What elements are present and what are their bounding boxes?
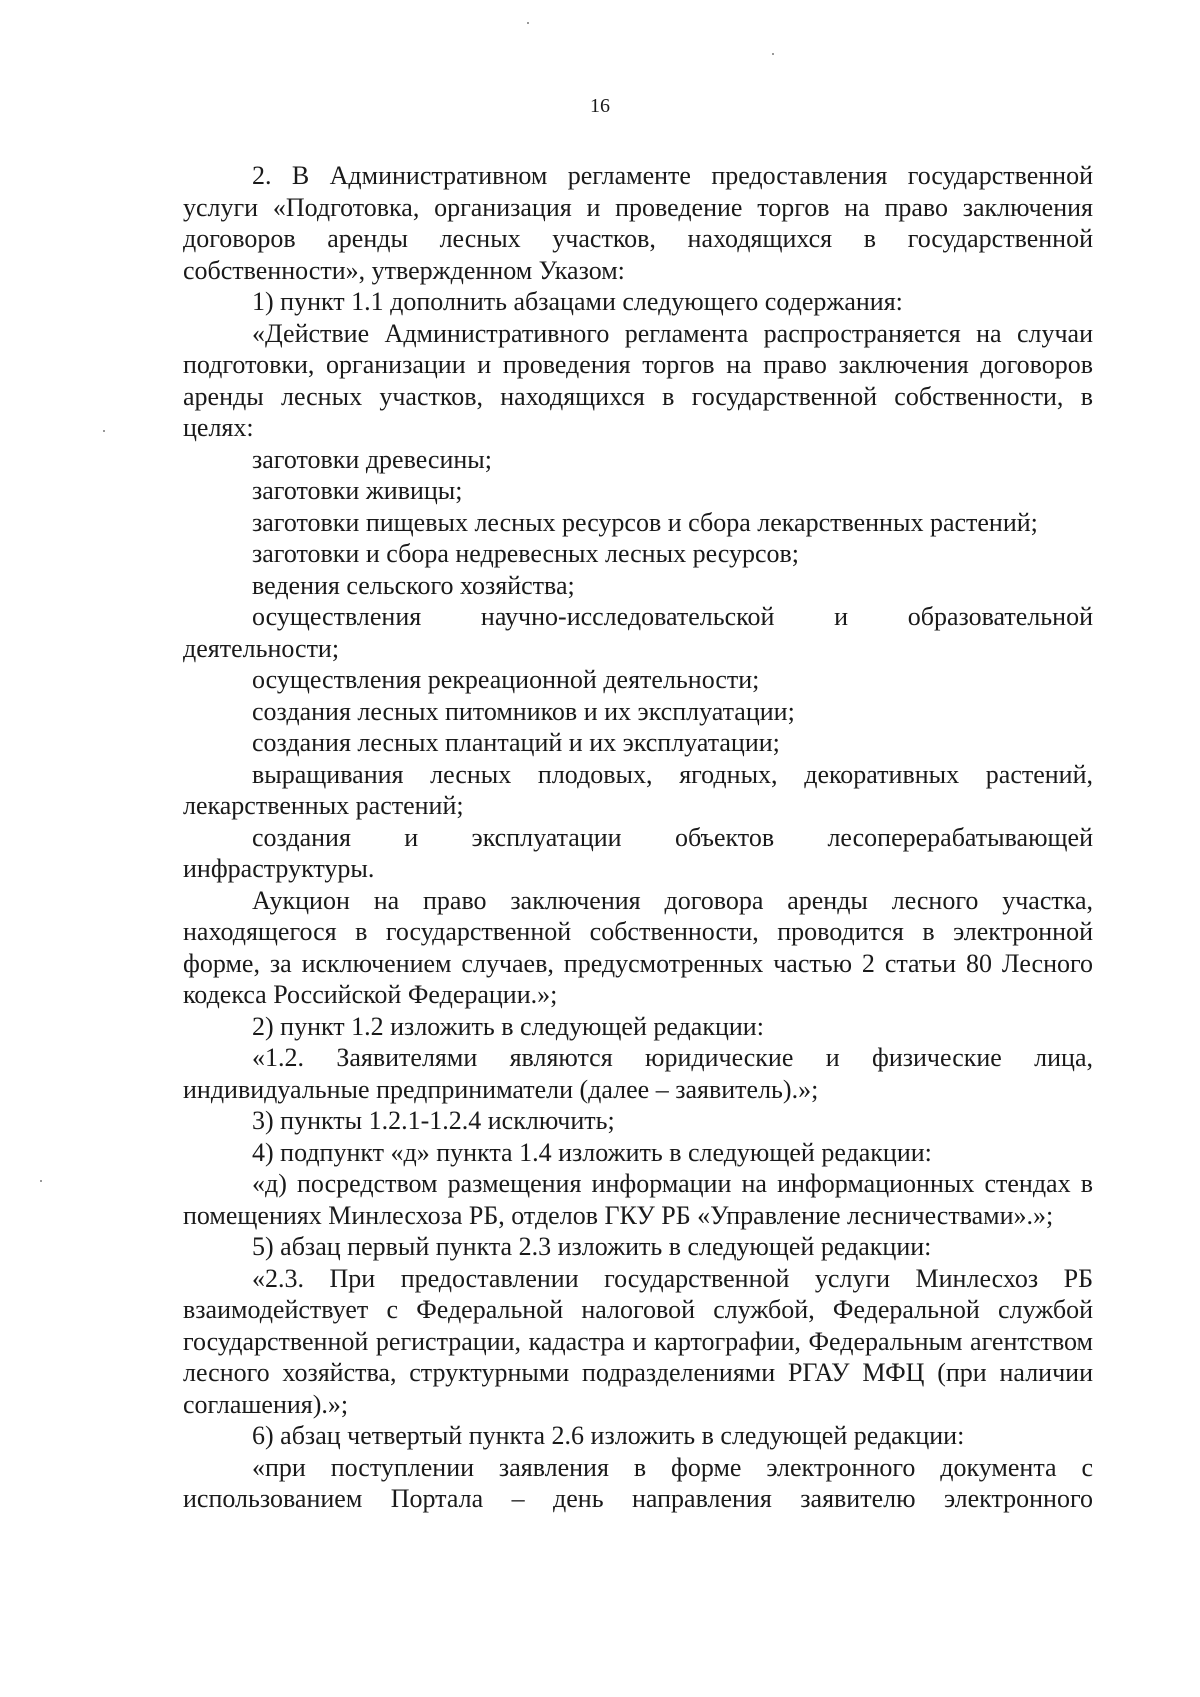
scan-speck [103, 430, 105, 432]
paragraph-applicants: «1.2. Заявителями являются юридические и физические лица, индивидуальные предприниматели (далее – заявитель).»; [183, 1043, 1093, 1104]
scan-speck [527, 22, 529, 24]
page-number: 16 [590, 95, 610, 117]
paragraph-stands: «д) посредством размещения информации на информационных стендах в помещениях Минлесхоза РБ, отделов ГКУ РБ «Управление лесничествами».»; [183, 1169, 1093, 1230]
list-item-6: осуществления научно-исследовательской и образовательной деятельности; [183, 602, 1093, 663]
list-item-9: создания лесных плантаций и их эксплуатации; [252, 728, 780, 757]
list-item-3: заготовки пищевых лесных ресурсов и сбора лекарственных растений; [252, 507, 1038, 537]
paragraph-item-3: 3) пункты 1.2.1-1.2.4 исключить; [252, 1106, 615, 1135]
paragraph-interaction: «2.3. При предоставлении государственной услуги Минлесхоз РБ взаимодействует с Федеральной налоговой службой, Федеральной службой государственной регистрации, кадастра и картографии, Федеральным агентством лесного хозяйства, структурными подразделениями РГАУ МФЦ (при наличии соглашения).»; [183, 1263, 1093, 1419]
paragraph-3: «Действие Административного регламента распространяется на случаи подготовки, организации и проведения торгов на право заключения договоров аренды лесных участков, находящихся в государственной собственности, в целях: [183, 318, 1093, 442]
paragraph-2: 1) пункт 1.1 дополнить абзацами следующего содержания: [252, 287, 903, 316]
list-item-5: ведения сельского хозяйства; [252, 570, 575, 600]
list-item-7: осуществления рекреационной деятельности; [252, 665, 760, 694]
paragraph-portal: «при поступлении заявления в форме электронного документа с использованием Портала – день направления заявителю электронного [183, 1452, 1093, 1513]
paragraph-item-4: 4) подпункт «д» пункта 1.4 изложить в следующей редакции: [252, 1137, 932, 1167]
paragraph-item-5: 5) абзац первый пункта 2.3 изложить в следующей редакции: [252, 1232, 932, 1261]
list-item-1: заготовки древесины; [252, 444, 492, 474]
paragraph-1: 2. В Административном регламенте предоставления государственной услуги «Подготовка, организация и проведение торгов на право заключения договоров аренды лесных участков, находящихся в государственной собственности», утвержденном Указом: [183, 161, 1093, 285]
list-item-2: заготовки живицы; [252, 476, 463, 505]
list-item-8: создания лесных питомников и их эксплуатации; [252, 696, 795, 726]
paragraph-item-2: 2) пункт 1.2 изложить в следующей редакции: [252, 1011, 764, 1041]
scan-speck [40, 1180, 42, 1182]
list-item-10: выращивания лесных плодовых, ягодных, декоративных растений, лекарственных растений; [183, 759, 1093, 820]
scan-speck [772, 53, 774, 55]
list-item-4: заготовки и сбора недревесных лесных ресурсов; [252, 539, 799, 568]
list-item-11: создания и эксплуатации объектов лесоперерабатывающей инфраструктуры. [183, 822, 1093, 883]
paragraph-item-6: 6) абзац четвертый пункта 2.6 изложить в следующей редакции: [252, 1421, 965, 1450]
document-body [183, 160, 1093, 1515]
paragraph-auction: Аукцион на право заключения договора аренды лесного участка, находящегося в государственной собственности, проводится в электронной форме, за исключением случаев, предусмотренных частью 2 статьи 80 Лесного кодекса Российской Федерации.»; [183, 885, 1093, 1009]
